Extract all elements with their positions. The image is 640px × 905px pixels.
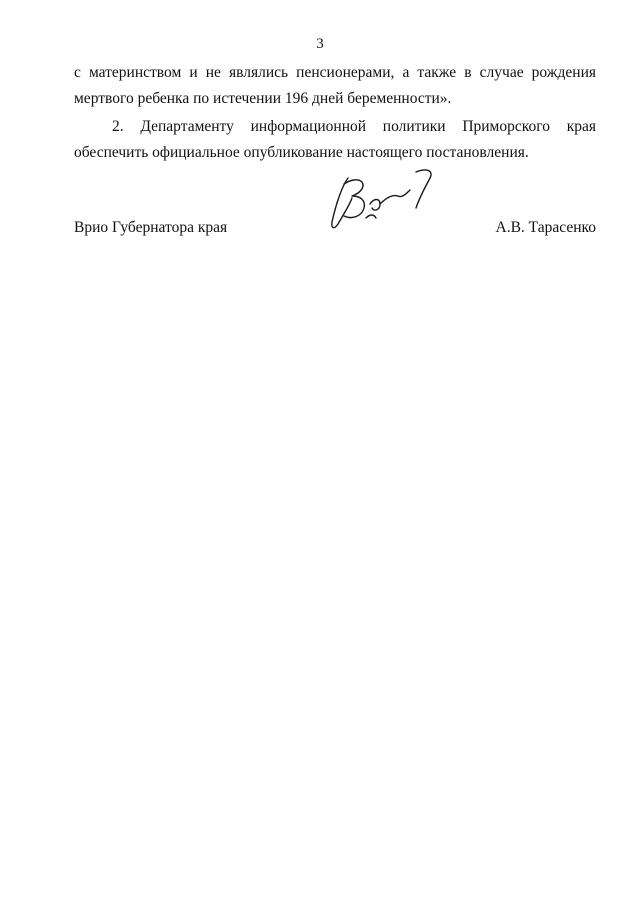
signatory-title: Врио Губернатора края (74, 219, 228, 236)
paragraph-2-line-1: 2. Департаменту информационной политики Приморского края (112, 118, 596, 135)
handwritten-signature-icon (322, 164, 442, 236)
paragraph-2-line-2: обеспечить официальное опубликование настоящего постановления. (74, 144, 529, 161)
paragraph-continuation (74, 60, 596, 112)
page-number: 3 (316, 36, 324, 52)
paragraph-1-line-2: мертвого ребенка по истечении 196 дней беременности». (74, 90, 452, 107)
signatory-name: А.В. Тарасенко (495, 219, 596, 236)
paragraph-item-2 (74, 114, 596, 166)
paragraph-1-line-1: с материнством и не являлись пенсионерами, а также в случае рождения (74, 64, 596, 81)
